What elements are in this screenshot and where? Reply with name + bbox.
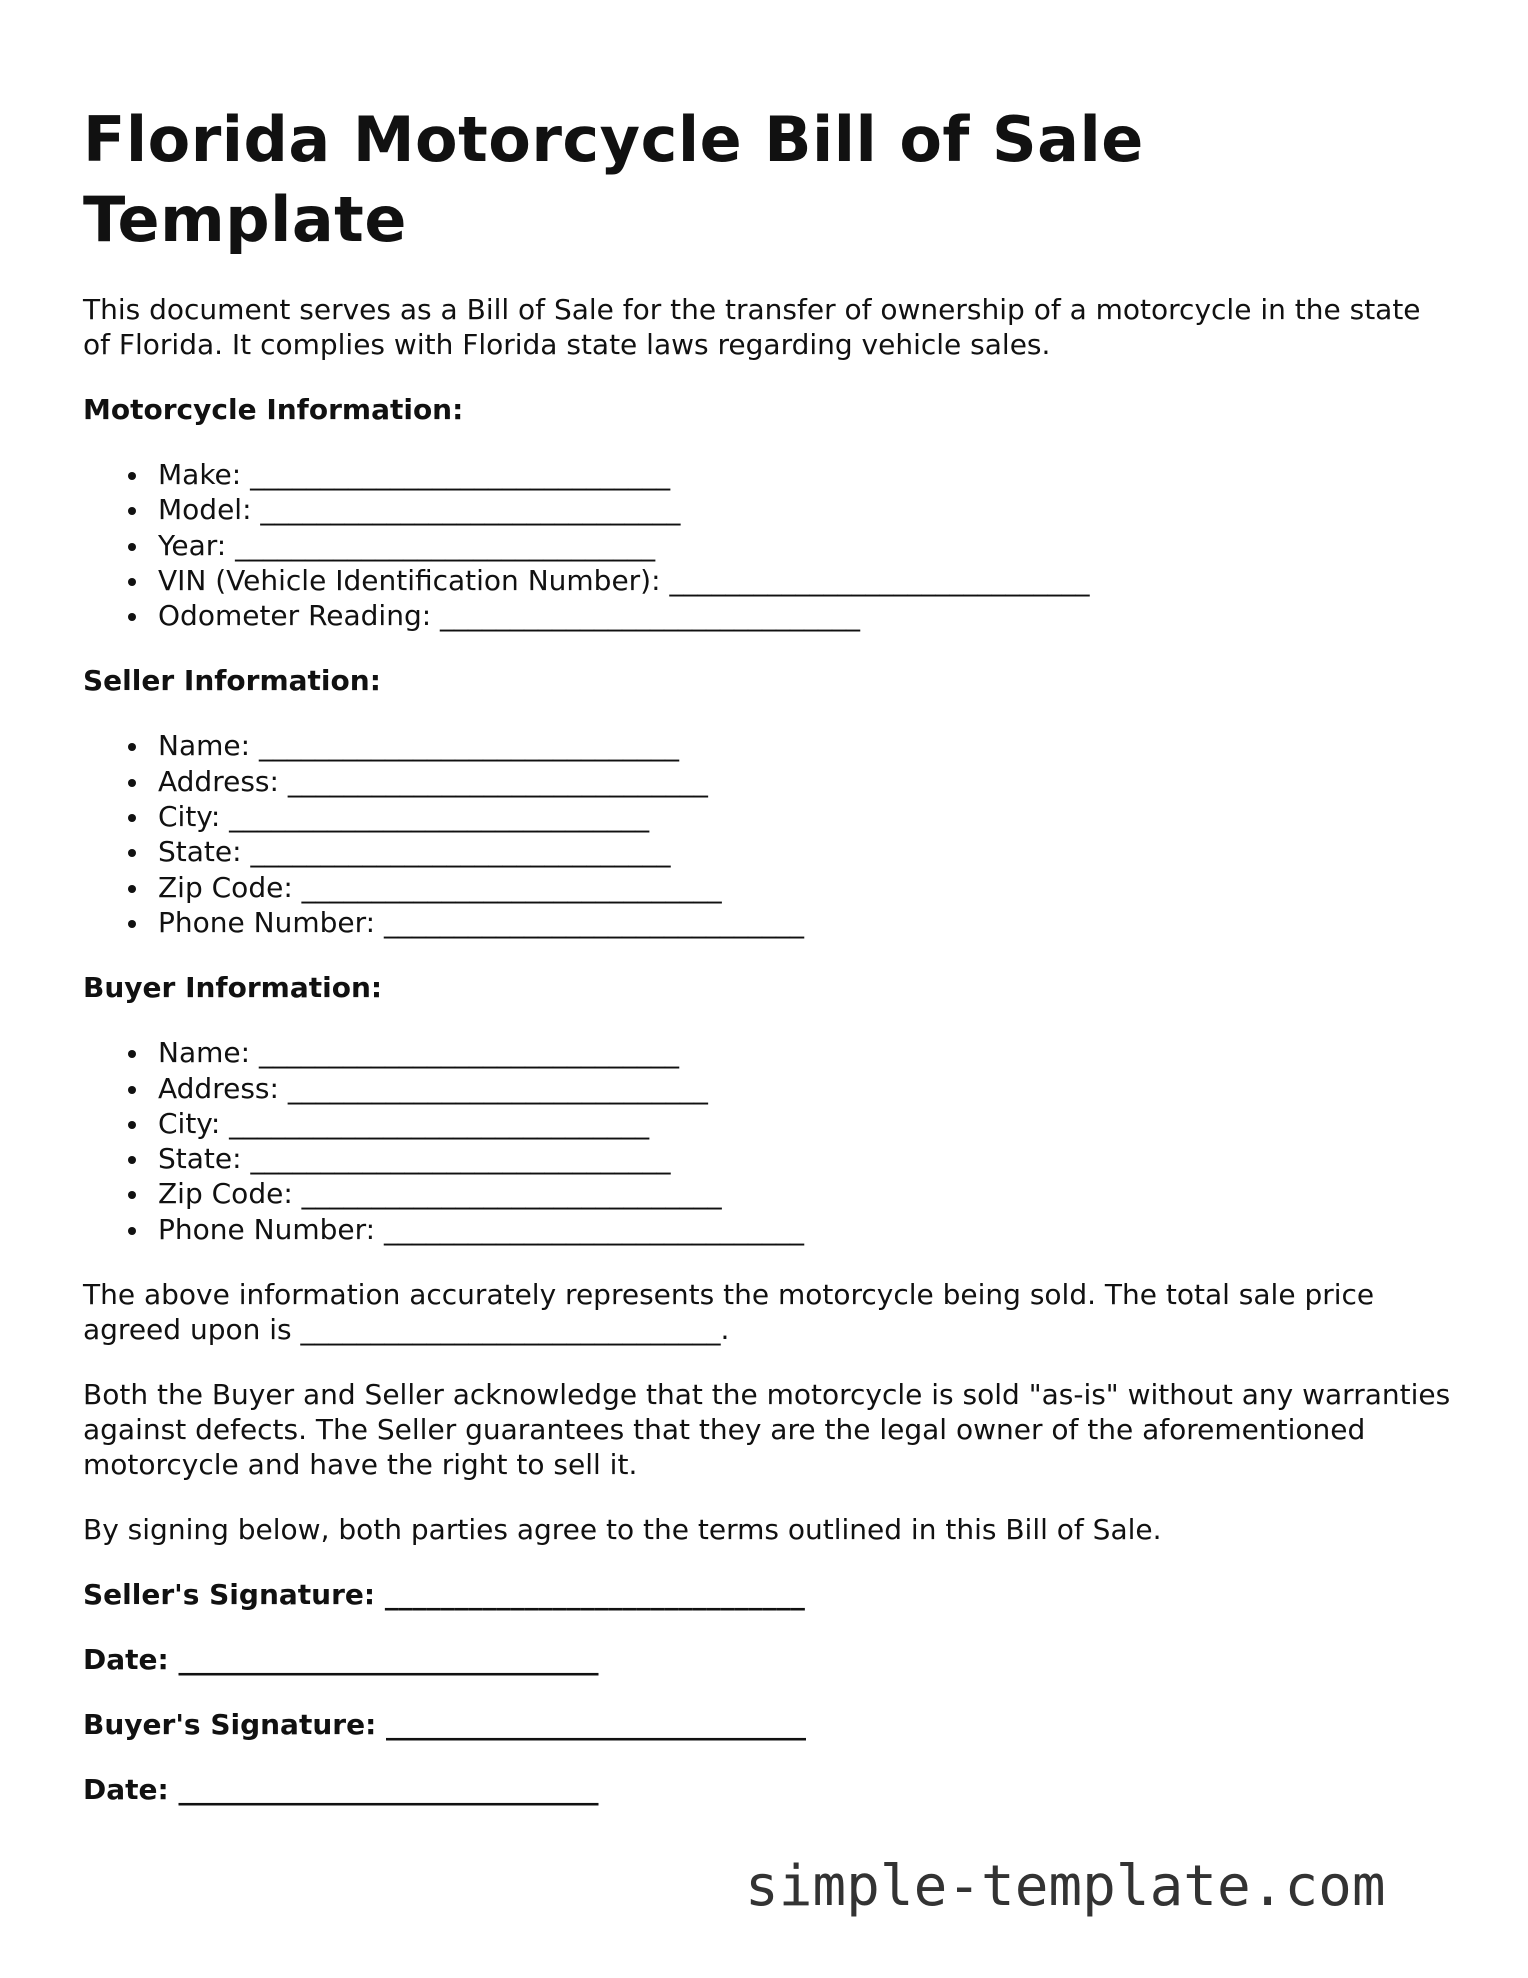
as-is-paragraph: Both the Buyer and Seller acknowledge that the motorcycle is sold "as-is" without any warranties against defects. The Seller guarantees that they are the legal owner of the aforementioned motorcycle and have the right to sell it.	[83, 1378, 1451, 1482]
motorcycle-make-field: Make: ______________________________	[158, 457, 1453, 492]
buyer-name-field: Name: ______________________________	[158, 1035, 1453, 1070]
seller-info-heading: Seller Information:	[83, 664, 381, 698]
seller-state-field: State: ______________________________	[158, 834, 1453, 869]
agreement-paragraph: By signing below, both parties agree to the terms outlined in this Bill of Sale.	[83, 1513, 1162, 1547]
seller-phone-field: Phone Number: ______________________________	[158, 905, 1453, 940]
buyer-zip-field: Zip Code: ______________________________	[158, 1176, 1453, 1211]
seller-date-line: Date: ______________________________	[83, 1643, 599, 1677]
seller-info-list	[83, 728, 1453, 940]
buyer-info-list	[83, 1035, 1453, 1247]
seller-zip-field: Zip Code: ______________________________	[158, 870, 1453, 905]
footer-watermark: simple-template.com	[745, 1854, 1386, 1919]
motorcycle-info-heading: Motorcycle Information:	[83, 393, 464, 426]
motorcycle-year-field: Year: ______________________________	[158, 528, 1453, 563]
motorcycle-vin-field: VIN (Vehicle Identification Number): ______________________________	[158, 563, 1453, 598]
motorcycle-info-list	[83, 457, 1453, 633]
seller-address-field: Address: ______________________________	[158, 764, 1453, 799]
buyer-info-heading: Buyer Information:	[83, 971, 383, 1005]
seller-city-field: City: ______________________________	[158, 799, 1453, 834]
motorcycle-model-field: Model: ______________________________	[158, 492, 1453, 527]
motorcycle-odometer-field: Odometer Reading: ______________________________	[158, 598, 1453, 633]
seller-signature-line: Seller's Signature: ______________________________	[83, 1578, 805, 1612]
buyer-date-line: Date: ______________________________	[83, 1773, 599, 1807]
seller-name-field: Name: ______________________________	[158, 728, 1453, 763]
document-page	[83, 100, 1453, 1807]
buyer-phone-field: Phone Number: ______________________________	[158, 1212, 1453, 1247]
buyer-address-field: Address: ______________________________	[158, 1071, 1453, 1106]
buyer-signature-line: Buyer's Signature: ______________________________	[83, 1708, 807, 1742]
sale-price-paragraph: The above information accurately represents the motorcycle being sold. The total sale price agreed upon is ______________________________.	[83, 1278, 1375, 1347]
document-title: Florida Motorcycle Bill of Sale Template	[83, 103, 1144, 256]
intro-paragraph: This document serves as a Bill of Sale for the transfer of ownership of a motorcycle in the state of Florida. It complies with Florida state laws regarding vehicle sales.	[83, 293, 1421, 361]
buyer-city-field: City: ______________________________	[158, 1106, 1453, 1141]
buyer-state-field: State: ______________________________	[158, 1141, 1453, 1176]
